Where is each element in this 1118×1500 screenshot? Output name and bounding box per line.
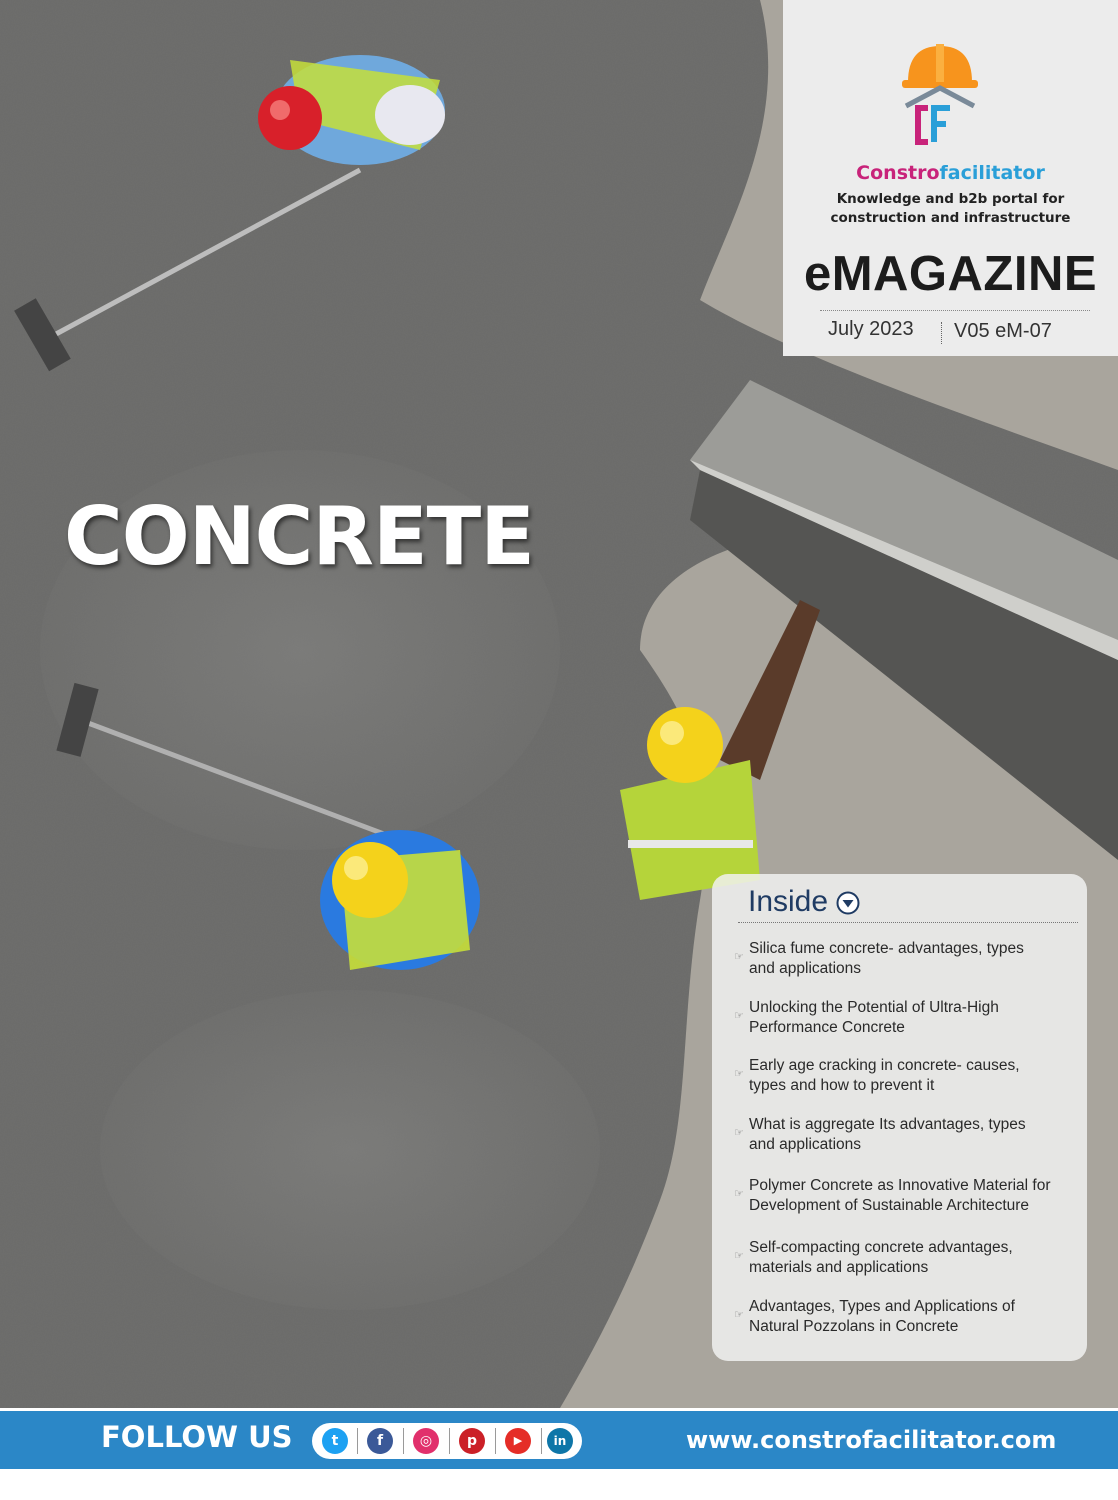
inside-heading: Inside <box>748 885 829 918</box>
brand-name <box>783 162 1118 184</box>
youtube-icon[interactable]: ▶ <box>505 1428 531 1454</box>
inside-item-line1: Self-compacting concrete advantages, <box>749 1239 1013 1256</box>
publication-title: eMAGAZINE <box>803 247 1098 301</box>
issue-date: July 2023 <box>828 318 914 340</box>
inside-item-line2: and applications <box>749 959 862 977</box>
linkedin-icon[interactable]: in <box>547 1428 573 1454</box>
brand-name-part1: Constro <box>856 162 940 184</box>
inside-item-line2: Development of Sustainable Architecture <box>749 1196 1030 1214</box>
social-separator <box>449 1428 450 1454</box>
inside-item-line1: Polymer Concrete as Innovative Material for <box>749 1177 1051 1194</box>
issue-code: V05 eM-07 <box>954 320 1052 342</box>
pointing-hand-icon: ☞ <box>734 1250 744 1262</box>
twitter-icon[interactable]: t <box>322 1428 348 1454</box>
pointing-hand-icon: ☞ <box>734 1127 744 1139</box>
facebook-icon[interactable]: f <box>367 1428 393 1454</box>
inside-item-line2: types and how to prevent it <box>749 1076 935 1094</box>
pointing-hand-icon: ☞ <box>734 1309 744 1321</box>
brand-tagline-line2: construction and infrastructure <box>830 210 1071 226</box>
inside-item-line1: Unlocking the Potential of Ultra-High <box>749 999 999 1016</box>
inside-item-line2: Natural Pozzolans in Concrete <box>749 1317 959 1335</box>
brand-name-part2: facilitator <box>939 162 1045 184</box>
pointing-hand-icon: ☞ <box>734 951 744 963</box>
pinterest-icon[interactable]: p <box>459 1428 485 1454</box>
social-separator <box>357 1428 358 1454</box>
hardhat-house-cf-logo-icon <box>900 38 980 150</box>
inside-item-line1: What is aggregate Its advantages, types <box>749 1116 1026 1133</box>
issue-separator <box>941 322 942 344</box>
social-separator <box>541 1428 542 1454</box>
pointing-hand-icon: ☞ <box>734 1010 744 1022</box>
inside-item-line1: Early age cracking in concrete- causes, <box>749 1057 1020 1074</box>
triangle-down-circle-icon[interactable] <box>836 891 860 915</box>
brand-tagline <box>783 190 1118 228</box>
inside-item-line1: Silica fume concrete- advantages, types <box>749 940 1024 957</box>
inside-item-line2: Performance Concrete <box>749 1018 905 1036</box>
brand-tagline-line1: Knowledge and b2b portal for <box>836 191 1065 207</box>
social-separator <box>403 1428 404 1454</box>
inside-divider <box>738 922 1078 923</box>
social-separator <box>495 1428 496 1454</box>
website-link[interactable]: www.constrofacilitator.com <box>686 1426 1057 1454</box>
masthead-divider <box>820 310 1090 311</box>
pointing-hand-icon: ☞ <box>734 1188 744 1200</box>
cover-title: CONCRETE <box>64 490 534 583</box>
inside-item-line2: and applications <box>749 1135 862 1153</box>
inside-item-line2: materials and applications <box>749 1258 929 1276</box>
pointing-hand-icon: ☞ <box>734 1068 744 1080</box>
instagram-icon[interactable]: ◎ <box>413 1428 439 1454</box>
inside-item-line1: Advantages, Types and Applications of <box>749 1298 1015 1315</box>
follow-us-label: FOLLOW US <box>101 1420 293 1454</box>
